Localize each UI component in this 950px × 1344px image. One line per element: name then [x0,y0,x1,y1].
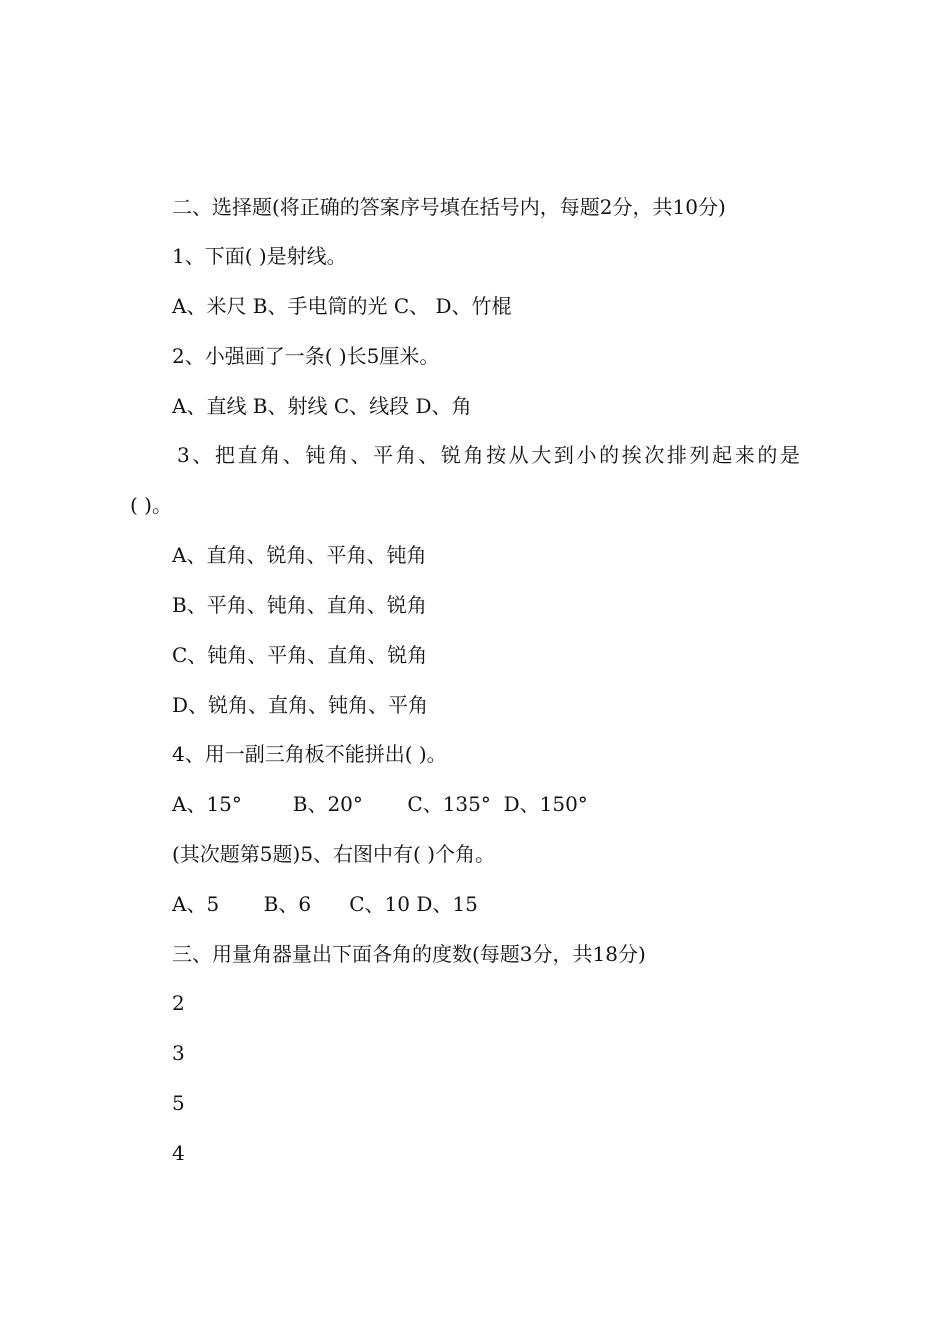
section2-heading: 二、选择题(将正确的答案序号填在括号内，每题2分，共10分) [172,195,726,219]
question-3-stem-line1: 3、把直角、钝角、平角、锐角按从大到小的挨次排列起来的是 [177,443,803,467]
question-2-stem: 2、小强画了一条( )长5厘米。 [172,344,440,368]
question-2-options: A、直线 B、射线 C、线段 D、角 [172,394,472,418]
question-3-stem-line2: ( )。 [130,493,172,517]
question-4-stem: 4、用一副三角板不能拼出( )。 [172,742,447,766]
angle-label: 4 [172,1141,185,1165]
question-5-stem: (其次题第5题)5、右图中有( )个角。 [172,842,496,866]
question-1-stem: 1、下面( )是射线。 [172,244,347,268]
angle-label: 5 [172,1091,185,1115]
question-4-options: A、15° B、20° C、135° D、150° [172,792,588,816]
question-3-option-b: B、平角、钝角、直角、锐角 [172,593,427,617]
question-1-options: A、米尺 B、手电筒的光 C、 D、竹棍 [172,294,512,318]
question-3-option-d: D、锐角、直角、钝角、平角 [172,693,429,717]
section3-heading: 三、用量角器量出下面各角的度数(每题3分，共18分) [172,942,646,966]
question-3-option-a: A、直角、锐角、平角、钝角 [172,543,427,567]
question-3-option-c: C、钝角、平角、直角、锐角 [172,643,428,667]
question-5-options: A、5 B、6 C、10 D、15 [172,892,478,916]
angle-label: 3 [172,1041,185,1065]
angle-label: 2 [172,991,185,1015]
